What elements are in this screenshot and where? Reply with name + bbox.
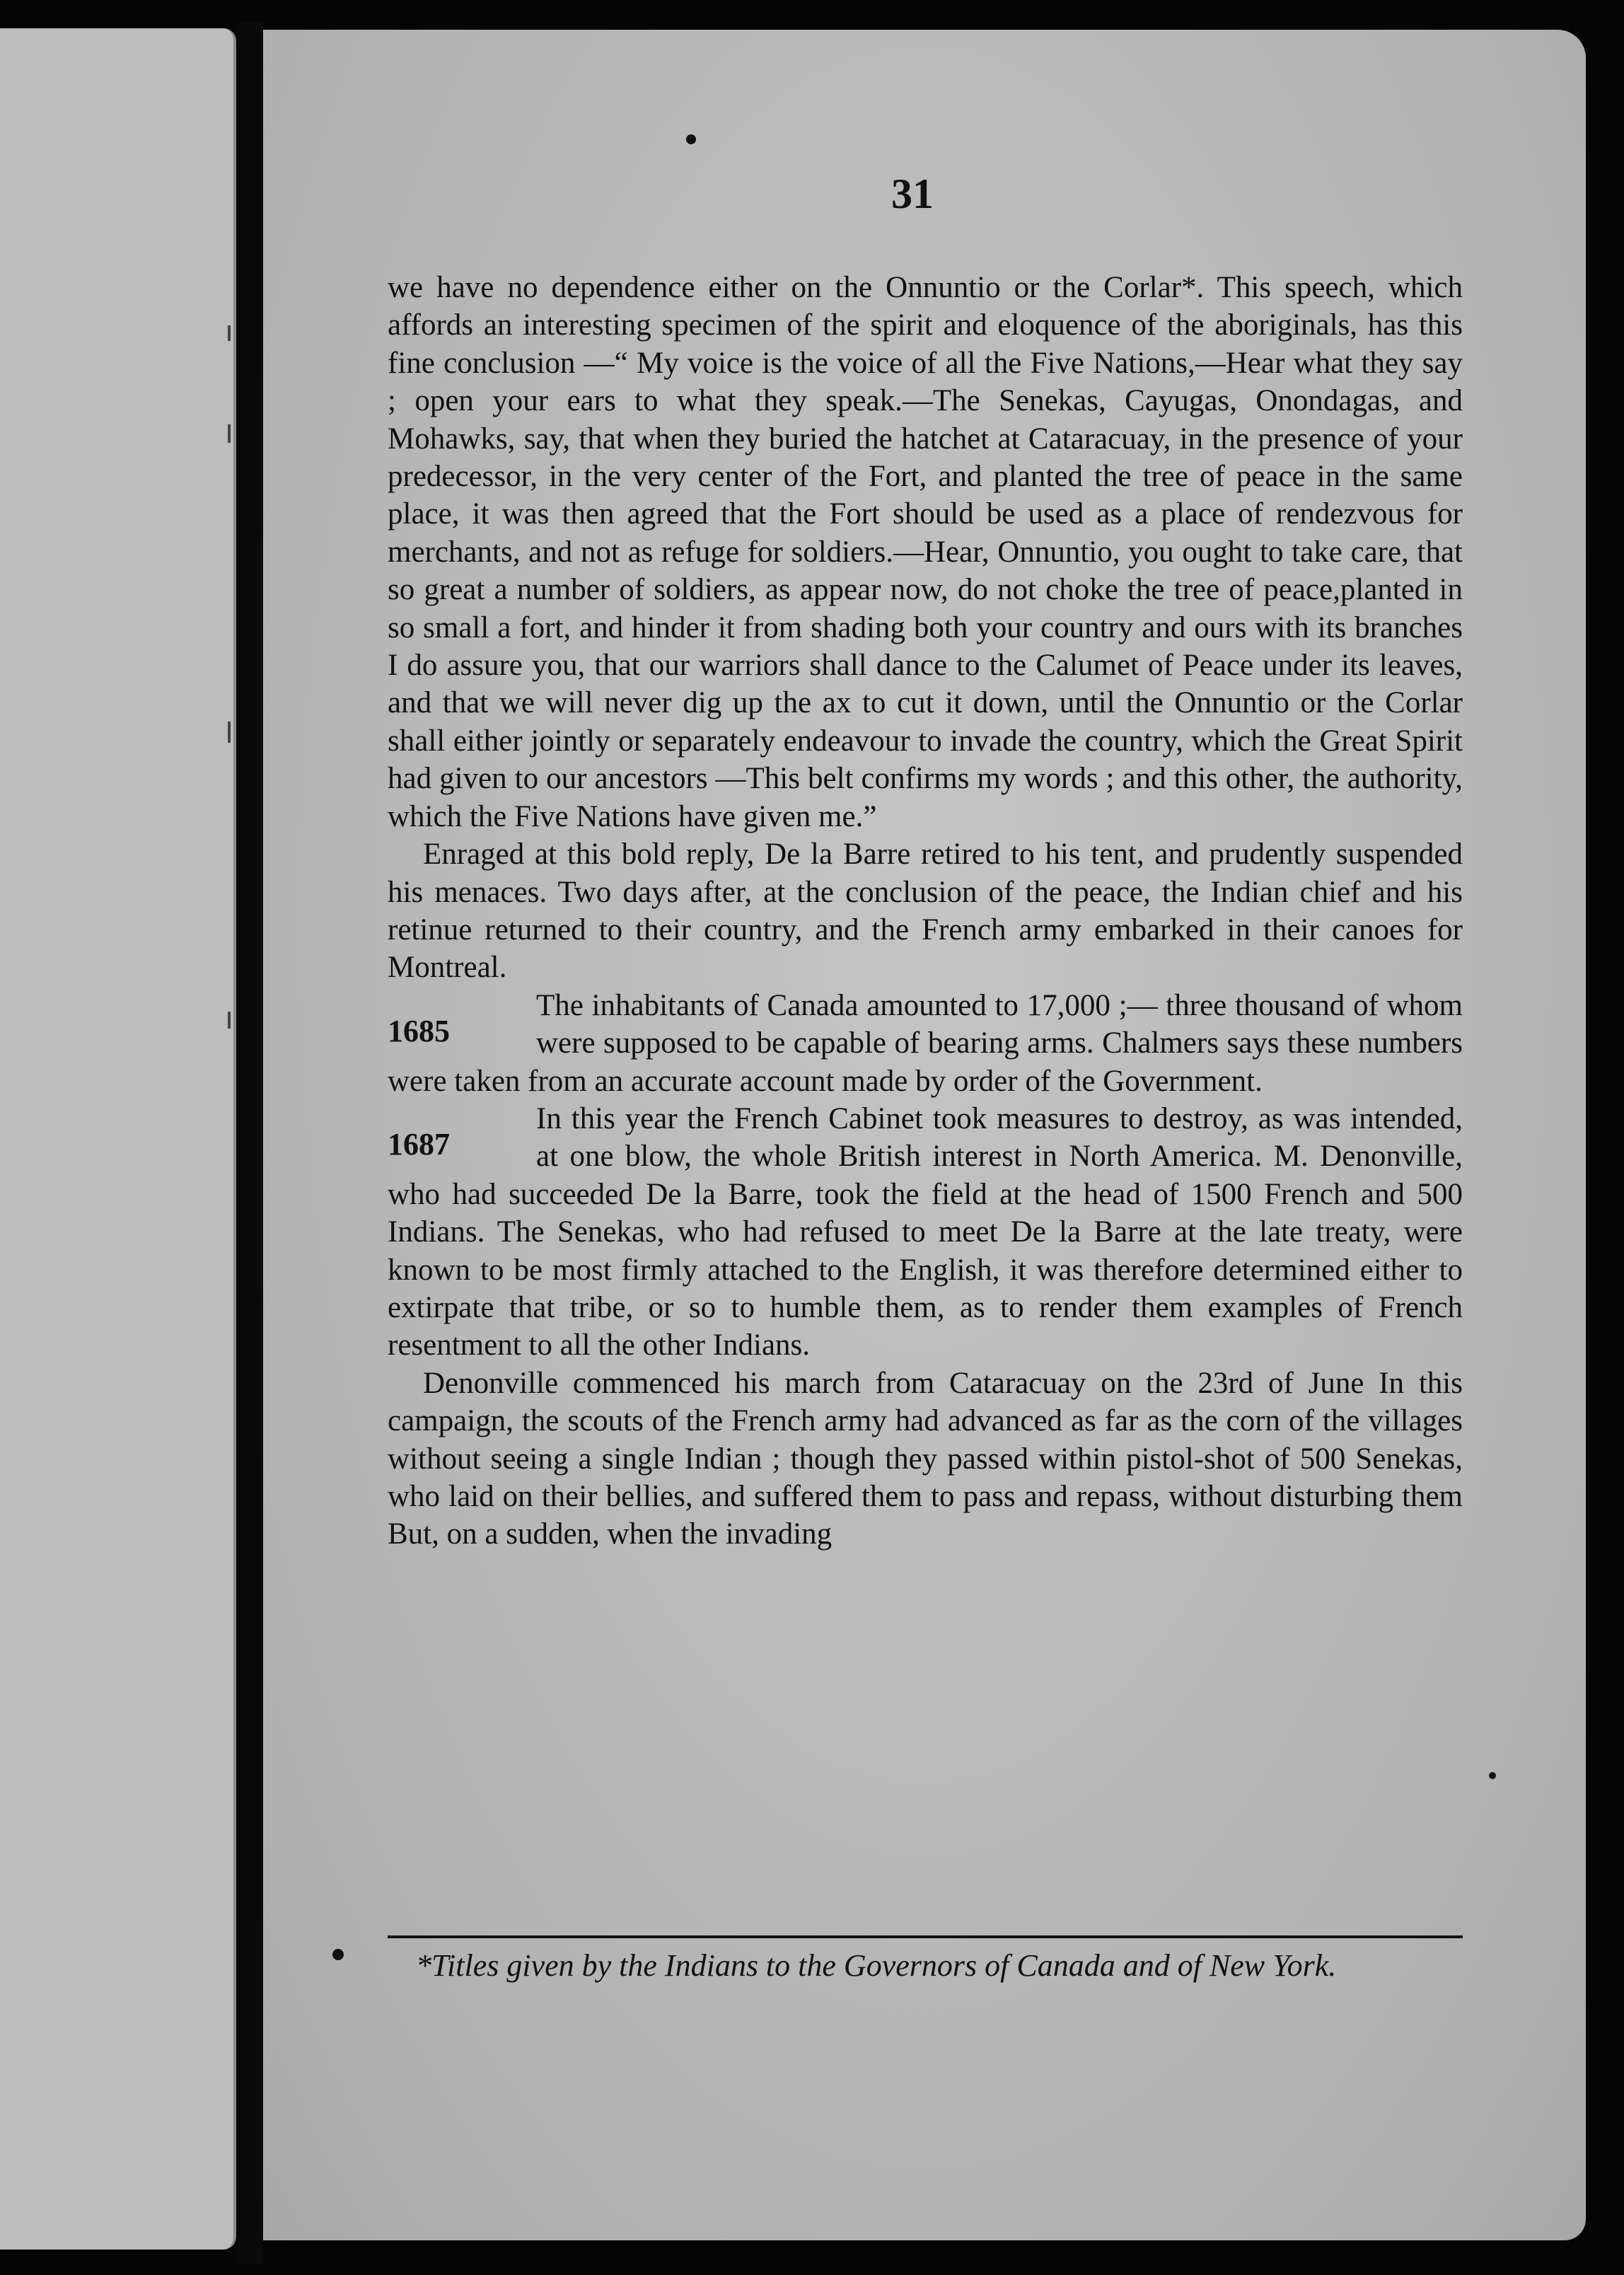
page-mark xyxy=(228,325,231,341)
paragraph-1685: The inhabitants of Canada amounted to 17,000 ;— three thousand of whom were supposed to be capable of bearing arms. Chalmers says these numbers were taken from an accurate account made by order of the Government. xyxy=(388,988,1463,1098)
ink-speck xyxy=(686,134,696,144)
paragraph-denonville-march: Denonville commenced his march from Cataracuay on the 23rd of June In this campaign, the scouts of the French army had advanced as far as the corn of the villages without seeing a single Indian ; though they passed within pistol-shot of 500 Senekas, who laid on their bellies, and suffered them to pass and repass, without disturbing them But, on a sudden, when the invading xyxy=(388,1366,1463,1551)
ink-speck xyxy=(332,1949,344,1960)
page-number: 31 xyxy=(891,170,934,217)
page-mark xyxy=(228,722,231,743)
entry-1685 xyxy=(388,987,1463,1100)
left-page-edge xyxy=(0,28,236,2250)
page-mark xyxy=(228,1012,231,1029)
entry-1687 xyxy=(388,1100,1463,1365)
year-label-1685: 1685 xyxy=(388,1013,450,1048)
body-text xyxy=(388,269,1463,1553)
footnote: *Titles given by the Indians to the Governors of Canada and of New York. xyxy=(416,1948,1337,1983)
footnote-divider xyxy=(388,1935,1463,1938)
paragraph-1687: In this year the French Cabinet took measures to destroy, as was intended, at one blow, the whole British interest in North America. M. Denonville, who had succeeded De la Barre, took the field at the head of 1500 French and 500 Indians. The Senekas, who had refused to meet De la Barre at the late treaty, were known to be most firmly attached to the English, it was therefore determined either to extirpate that tribe, or so to humble them, as to render them examples of French resentment to all the other Indians. xyxy=(388,1101,1463,1362)
ink-speck xyxy=(1489,1772,1496,1779)
paragraph-de-la-barre: Enraged at this bold reply, De la Barre retired to his tent, and prudently suspended his menaces. Two days after, at the conclusion of the peace, the Indian chief and his retinue returned to their country, and the French army embarked in their canoes for Montreal. xyxy=(388,838,1463,985)
year-label-1687: 1687 xyxy=(388,1126,450,1162)
binding-gutter xyxy=(239,21,263,2264)
paragraph-speech: we have no dependence either on the Onnuntio or the Corlar*. This speech, which affords an interesting specimen of the spirit and eloquence of the aboriginals, has this fine conclusion —“ My voice is the voice of all the Five Nations,—Hear what they say ; open your ears to what they speak.—The Senekas, Cayugas, Onondagas, and Mohawks, say, that when they buried the hatchet at Cataracuay, in the presence of your predecessor, in the very center of the Fort, and planted the tree of peace in the same place, it was then agreed that the Fort should be used as a place of rendezvous for merchants, and not as refuge for soldiers.—Hear, Onnuntio, you ought to take care, that so great a number of soldiers, as appear now, do not choke the tree of peace,planted in so small a fort, and hinder it from shading both your country and ours with its branches I do assure you, that our warriors shall dance to the Calumet of Peace under its leaves, and that we will never dig up the ax to cut it down, until the Onnuntio or the Corlar shall either jointly or separately endeavour to invade the country, which the Great Spirit had given to our ancestors —This belt confirms my words ; and this other, the authority, which the Five Nations have given me.” xyxy=(388,271,1463,833)
page-mark xyxy=(228,424,231,443)
